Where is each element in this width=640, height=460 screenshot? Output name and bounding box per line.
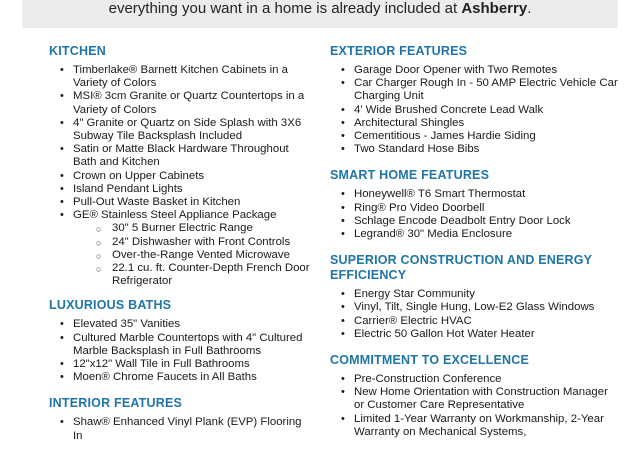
right-column [330,44,620,451]
baths-list [49,318,314,384]
exterior-title: EXTERIOR FEATURES [330,44,468,58]
list-item: • Schlage Encode Deadbolt Entry Door Lock [330,215,620,228]
interior-list [49,416,314,442]
list-item: • Limited 1-Year Warranty on Workmanship, 2-Year Warranty on Mechanical Systems, [330,413,620,439]
left-column [49,44,314,455]
list-item: • Pull-Out Waste Basket in Kitchen [49,196,314,209]
list-item: • Energy Star Community [330,288,620,301]
list-item: • Pre-Construction Conference [330,373,620,386]
smart-home-section [330,168,620,241]
banner-brand: Ashberry [461,0,528,17]
list-item: • Legrand® 30" Media Enclosure [330,228,620,241]
list-item: • Island Pendant Lights [49,183,314,196]
banner-text: everything you want in a home is already included at [108,0,462,17]
list-item: • Shaw® Enhanced Vinyl Plank (EVP) Flooring In [49,416,314,442]
list-item: • Ring® Pro Video Doorbell [330,202,620,215]
list-item: • Carrier® Electric HVAC [330,315,620,328]
construction-list [330,288,620,341]
list-item: • MSI® 3cm Granite or Quartz Countertops in a Variety of Colors [49,90,314,116]
smart-home-list [330,188,620,241]
baths-section [49,298,314,384]
sub-list-item: ○ 30" 5 Burner Electric Range [49,222,314,235]
list-item: • Two Standard Hose Bibs [330,143,620,156]
list-item: • GE® Stainless Steel Appliance Package [49,209,314,222]
interior-section [49,396,314,442]
list-item: • Moen® Chrome Faucets in All Baths [49,371,314,384]
list-item: • Cementitious - James Hardie Siding [330,130,620,143]
list-item: • Timberlake® Barnett Kitchen Cabinets in a Variety of Colors [49,64,314,90]
interior-title: INTERIOR FEATURES [49,396,183,411]
kitchen-list [49,64,314,222]
list-item: • Vinyl, Tilt, Single Hung, Low-E2 Glass Windows [330,301,620,314]
intro-banner [22,0,618,28]
smart-home-title: SMART HOME FEATURES [330,168,490,183]
list-item: • Garage Door Opener with Two Remotes [330,64,620,77]
commitment-title: COMMITMENT TO EXCELLENCE [330,353,530,368]
sub-list-item: ○ 24" Dishwasher with Front Controls [49,236,314,249]
banner-tail: . [527,0,532,17]
exterior-section [330,44,620,156]
list-item: • Architectural Shingles [330,117,620,130]
construction-title: SUPERIOR CONSTRUCTION AND ENERGY EFFICIENCY [330,253,592,283]
list-item: • Crown on Upper Cabinets [49,170,314,183]
list-item: • Satin or Matte Black Hardware Throughout Bath and Kitchen [49,143,314,169]
list-item: • Cultured Marble Countertops with 4" Cultured Marble Backsplash in Full Bathrooms [49,332,314,358]
list-item: • Car Charger Rough In - 50 AMP Electric Vehicle Car Charging Unit [330,77,620,103]
list-item: • 4' Wide Brushed Concrete Lead Walk [330,104,620,117]
exterior-list [330,64,620,156]
commitment-section [330,353,620,439]
commitment-list [330,373,620,439]
appliance-sublist [49,222,314,288]
construction-section [330,253,620,341]
baths-title: LUXURIOUS BATHS [49,298,172,313]
list-item: • Electric 50 Gallon Hot Water Heater [330,328,620,341]
list-item: • Honeywell® T6 Smart Thermostat [330,188,620,201]
sub-list-item: ○ 22.1 cu. ft. Counter-Depth French Door Refrigerator [49,262,314,288]
list-item: • 4" Granite or Quartz on Side Splash with 3X6 Subway Tile Backsplash Included [49,117,314,143]
kitchen-section [49,44,314,288]
sub-list-item: ○ Over-the-Range Vented Microwave [49,249,314,262]
kitchen-title: KITCHEN [49,44,106,58]
list-item: • 12"x12" Wall Tile in Full Bathrooms [49,358,314,371]
list-item: • Elevated 35" Vanities [49,318,314,331]
list-item: • New Home Orientation with Construction Manager or Customer Care Representative [330,386,620,412]
